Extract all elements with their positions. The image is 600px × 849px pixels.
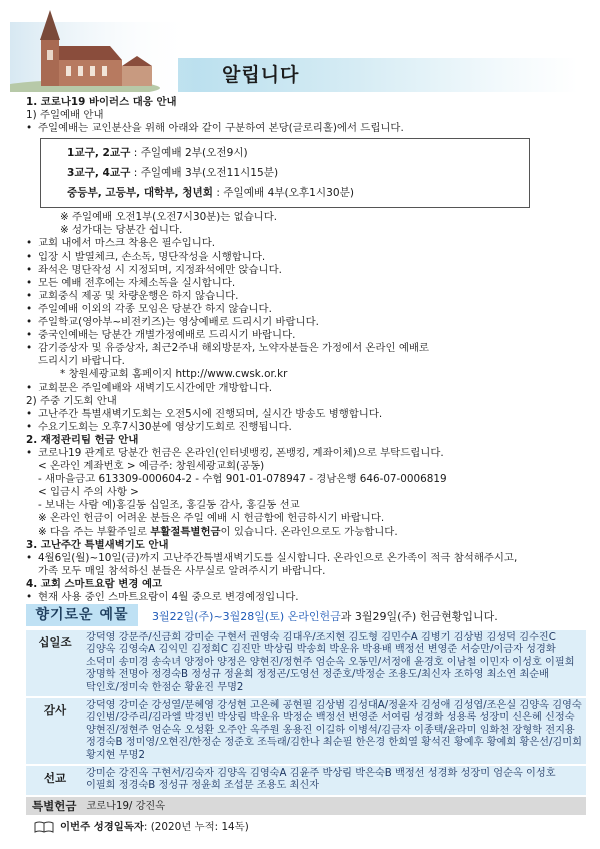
section-heading: 3. 고난주간 특별새벽기도 안내 — [26, 538, 169, 551]
notice-line: ※ 주일예배 오전1부(오전7시30분)는 없습니다. — [60, 211, 278, 224]
notice-line: 1) 주일예배 안내 — [26, 109, 104, 122]
notice-line: - 보내는 사람 예)홍길동 십일조, 홍길동 감사, 홍길동 선교 — [38, 499, 300, 512]
notice-line: ※ 성가대는 당분간 쉽니다. — [60, 224, 183, 237]
page-title: 알립니다 — [222, 64, 300, 86]
page-header — [0, 0, 600, 92]
section-heading: 2. 재정관리팀 헌금 안내 — [26, 433, 139, 446]
notice-line: • 주일예배 이외의 각종 모임은 당분간 하지 않습니다. — [26, 303, 586, 316]
notice-line: < 온라인 계좌번호 > 예금주: 창원세광교회(공동) — [38, 460, 265, 473]
section-heading: 1. 코로나19 바이러스 대응 안내 — [26, 96, 177, 108]
notice-line: ※ 다음 주는 부활주일로 부활절특별헌금이 있습니다. 온라인으로도 가능합니다. — [38, 525, 398, 538]
notice-line: • 현재 사용 중인 스마트요람이 4월 중으로 변경예정입니다. — [26, 591, 586, 604]
bible-reading-footer — [34, 818, 249, 833]
notice-line: • 좌석은 명단작성 시 지정되며, 지정좌석에만 앉습니다. — [26, 264, 586, 277]
bible-reading-label: 이번주 성경일독자 — [60, 821, 144, 833]
section-heading: 4. 교회 스마트요람 변경 예고 — [26, 577, 163, 590]
notice-line: 드리시기 바랍니다. — [38, 355, 125, 368]
offering-names: 강덕영 강문주/신금희 강미순 구현서 권영숙 김대우/조지현 김도형 김민수A 김병기 김상범 김성덕 김수진C 김양옥 김영숙A 김익민 김정희C 김진만 박상림 박송희 박운유 박용배 백정선 변영준 서승만/이금자 성경화 소덕미 송미경 송숙녀 양정아 양정은 양현진/정현주 엄순옥 오동민/서정애 윤경호 이남철 이민자 이성호 이필희 장명학 전명아 정경숙B 정성규 정윤희 정정곤/도영선 정준호/박정순 조용도/최신자 조하영 최소연 최순배 탁인호/정미숙 한점순 황윤진 무명2 — [86, 632, 575, 693]
notice-line: • 주일예배는 교인분산을 위해 아래와 같이 구분하여 본당(글로리홀)에서 드립니다. — [26, 122, 586, 135]
offering-row-mission — [26, 766, 586, 797]
church-illustration-icon — [10, 2, 196, 92]
offering-names: 강덕영 강미순 강성열/문혜영 강성현 고은혜 공현필 김상범 김성대A/정윤자 김성애 김성엽/조은실 김양옥 김영숙 김인범/강주리/김라엘 박경빈 박상림 박운유 박정순 백정선 변영준 서여림 성경화 성용록 성장미 신은혜 신정숙 양현진/정현주 엄순옥 오성환 오주안 옥주원 옹용진 이길하 이병석/김금자 이종택/윤라미 임화천 장형학 전지용 정경숙B 정미영/오현진/한정순 정준호 조득래/김한나 최순필 한은경 한희열 황석진 황예후 황예희 황은선/김미희 황지현 무명2 — [86, 700, 582, 761]
offering-names: 코로나19/ 강진옥 — [86, 800, 166, 812]
offering-names: 강미순 강진옥 구현서/김숙자 김양옥 김영숙A 김윤주 박상림 박은숙B 백정선 성경화 성장미 엄순옥 이성호 이필희 정경숙B 정성규 정윤희 조섭문 조용도 최신자 — [86, 768, 556, 792]
notice-line: • 교회문은 주일예배와 새벽기도시간에만 개방합니다. — [26, 382, 586, 395]
offering-row-special — [26, 797, 586, 817]
notice-line: • 입장 시 발열체크, 손소독, 명단작성을 시행합니다. — [26, 251, 586, 264]
notice-line: • 수요기도회는 오후7시30분에 영상기도회로 진행됩니다. — [26, 421, 586, 434]
notice-line: < 입금시 주의 사항 > — [38, 486, 139, 499]
offering-label: 십일조 — [38, 635, 72, 649]
notice-line: • 모든 예배 전후에는 자체소독을 실시합니다. — [26, 277, 586, 290]
notice-line: • 교회 내에서 마스크 착용은 필수입니다. — [26, 237, 586, 250]
offering-table — [26, 630, 586, 817]
offering-note: 3월22일(주)~3월28일(토) 온라인헌금과 3월29일(주) 헌금현황입니다. — [152, 610, 498, 623]
worship-schedule-box — [40, 138, 530, 208]
notice-line: • 고난주간 특별새벽기도회는 오전5시에 진행되며, 실시간 방송도 병행합니다. — [26, 408, 586, 421]
notice-line: • 감기증상자 및 유증상자, 최근2주내 해외방문자, 노약자분들은 가정에서 온라인 예배로 — [26, 342, 586, 355]
notice-line: • 주일학교(영아부~비전키즈)는 영상예배로 드리시기 바랍니다. — [26, 316, 586, 329]
offering-label: 선교 — [43, 771, 67, 786]
notice-line: ※ 온라인 헌금이 어려운 분들은 주일 예배 시 헌금함에 헌금하시기 바랍니다. — [38, 512, 385, 525]
offering-label: 감사 — [43, 703, 67, 718]
book-icon — [34, 821, 54, 833]
offering-label: 특별헌금 — [32, 798, 77, 813]
notice-line: 2) 주중 기도회 안내 — [26, 394, 117, 407]
notice-body — [26, 96, 586, 604]
notice-line: 가족 모두 매일 참석하신 분들은 사무실로 알려주시기 바랍니다. — [38, 564, 326, 577]
schedule-row: 1교구, 2교구 : 주일예배 2부(오전9시) — [67, 147, 248, 160]
notice-line: • 4월6일(월)~10일(금)까지 고난주간특별새벽기도를 실시합니다. 온라인으로 온가족이 적극 참석해주시고, — [26, 552, 586, 565]
bible-reading-value: : (2020년 누적: 14독) — [143, 821, 249, 833]
schedule-row: 3교구, 4교구 : 주일예배 3부(오전11시15분) — [67, 167, 279, 180]
notice-line: • 교회중식 제공 및 차량운행은 하지 않습니다. — [26, 290, 586, 303]
offering-row-thanks — [26, 698, 586, 766]
notice-line: - 새마을금고 613309-000604-2 - 수협 901-01-078947 - 경남은행 646-07-0006819 — [38, 473, 447, 486]
notice-line: • 중국인예배는 당분간 개별가정예배로 드리시기 바랍니다. — [26, 329, 586, 342]
offering-title: 향기로운 예물 — [26, 604, 138, 626]
notice-line: * 창원세광교회 홈페이지 http://www.cwsk.or.kr — [60, 368, 288, 381]
offering-header — [26, 604, 586, 626]
offering-row-tithe — [26, 630, 586, 698]
schedule-row: 중등부, 고등부, 대학부, 청년회 : 주일예배 4부(오후1시30분) — [67, 187, 354, 200]
notice-line: • 코로나19 관계로 당분간 헌금은 온라인(인터넷뱅킹, 폰뱅킹, 계좌이체)으로 부탁드립니다. — [26, 447, 586, 460]
